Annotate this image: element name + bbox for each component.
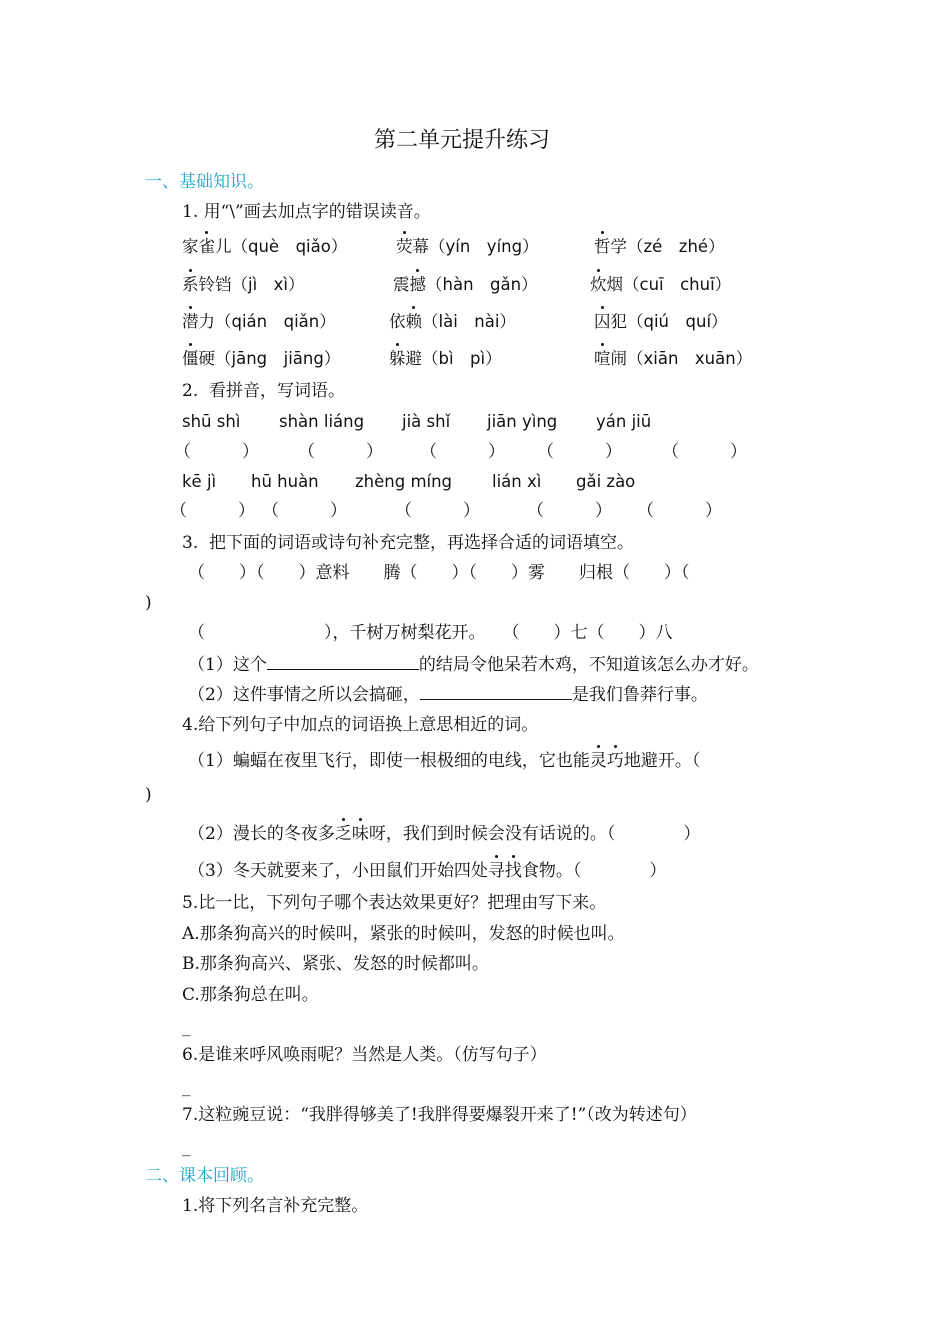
pinyin-item: zhèng míng bbox=[355, 472, 453, 491]
q1-item: 依赖（lài nài） bbox=[389, 312, 516, 331]
q4-sentence-1: （1）蝙蝠在夜里飞行，即使一根极细的电线，它也能灵巧地避开。（ bbox=[188, 751, 701, 771]
q5-option-a: A.那条狗高兴的时候叫，紧张的时候叫，发怒的时候也叫。 bbox=[182, 924, 625, 944]
answer-blank[interactable]: （ ） bbox=[170, 501, 255, 521]
answer-blank[interactable]: （ ） bbox=[420, 442, 505, 462]
q1-prompt: 1. 用“\”画去加点字的错误读音。 bbox=[182, 202, 431, 222]
q5-answer-line[interactable]: _ bbox=[182, 1017, 191, 1037]
q6-answer-line[interactable]: _ bbox=[182, 1077, 191, 1097]
pinyin-item: kē jì bbox=[182, 472, 217, 491]
section-1-heading: 一、基础知识。 bbox=[145, 172, 264, 192]
q1-item: 躲避（bì pì） bbox=[389, 349, 502, 368]
q3-idioms-line[interactable]: （ ）（ ）意料 腾（ ）（ ）雾 归根（ ）（ bbox=[188, 563, 690, 583]
fill-blank[interactable] bbox=[420, 683, 572, 700]
q1-item: 炊烟（cuī chuī） bbox=[590, 275, 732, 294]
answer-blank[interactable]: （ ） bbox=[298, 442, 383, 462]
pinyin-item: jià shǐ bbox=[402, 412, 451, 431]
q2-prompt: 2. 看拼音，写词语。 bbox=[182, 381, 346, 401]
q3-prompt: 3. 把下面的词语或诗句补充完整，再选择合适的词语填空。 bbox=[182, 533, 635, 553]
q4-sentence-2: （2）漫长的冬夜多乏味呀，我们到时候会没有话说的。（ ） bbox=[188, 824, 701, 844]
answer-blank[interactable]: （ ） bbox=[174, 442, 259, 462]
q1-item: 潜力（qián qiǎn） bbox=[182, 312, 336, 331]
q1-item: 喧闹（xiān xuān） bbox=[594, 349, 753, 368]
pinyin-item: shàn liáng bbox=[279, 412, 365, 431]
q5-option-b: B.那条狗高兴、紧张、发怒的时候都叫。 bbox=[182, 954, 489, 974]
page-title: 第二单元提升练习 bbox=[374, 128, 551, 153]
q1-item: 系铃铛（jì xì） bbox=[182, 275, 305, 294]
answer-blank[interactable]: （ ） bbox=[662, 442, 747, 462]
q3-idioms-line-end: ) bbox=[145, 593, 152, 613]
q5-option-c: C.那条狗总在叫。 bbox=[182, 985, 319, 1005]
q4-sentence-3: （3）冬天就要来了，小田鼠们开始四处寻找食物。（ ） bbox=[188, 861, 667, 881]
q1-item: 震撼（hàn gǎn） bbox=[393, 275, 538, 294]
q7-answer-line[interactable]: _ bbox=[182, 1137, 191, 1157]
answer-blank[interactable]: （ ） bbox=[527, 501, 612, 521]
q1-item: 囚犯（qiú quí） bbox=[594, 312, 728, 331]
pinyin-item: hū huàn bbox=[251, 472, 319, 491]
q3-sentence-1: （1）这个 的结局令他呆若木鸡，不知道该怎么办才好。 bbox=[188, 655, 759, 675]
q4-prompt: 4.给下列句子中加点的词语换上意思相近的词。 bbox=[182, 715, 539, 735]
q3-poem-line[interactable]: （ ），千树万树梨花开。 （ ）七（ ）八 bbox=[188, 623, 673, 643]
q6-prompt: 6.是谁来呼风唤雨呢？当然是人类。（仿写句子） bbox=[182, 1045, 547, 1065]
q5-prompt: 5.比一比，下列句子哪个表达效果更好？把理由写下来。 bbox=[182, 893, 607, 913]
answer-blank[interactable]: （ ） bbox=[395, 501, 480, 521]
pinyin-item: shū shì bbox=[182, 412, 241, 431]
section-2-q1-prompt: 1.将下列名言补充完整。 bbox=[182, 1196, 369, 1216]
q1-item: 荧幕（yín yíng） bbox=[396, 237, 539, 256]
pinyin-item: yán jiū bbox=[596, 412, 652, 431]
answer-blank[interactable]: （ ） bbox=[537, 442, 622, 462]
q1-item: 僵硬（jāng jiāng） bbox=[182, 349, 341, 368]
answer-blank[interactable]: （ ） bbox=[637, 501, 722, 521]
q1-item: 家雀儿（què qiǎo） bbox=[182, 237, 348, 256]
q3-sentence-2: （2）这件事情之所以会搞砸， 是我们鲁莽行事。 bbox=[188, 685, 708, 705]
q1-item: 哲学（zé zhé） bbox=[594, 237, 725, 256]
answer-blank[interactable]: （ ） bbox=[262, 501, 347, 521]
pinyin-item: jiān yìng bbox=[487, 412, 558, 431]
pinyin-item: gǎi zào bbox=[576, 472, 636, 491]
pinyin-item: lián xì bbox=[492, 472, 542, 491]
q4-sentence-1-end: ) bbox=[145, 785, 152, 805]
section-2-heading: 二、课本回顾。 bbox=[145, 1166, 264, 1186]
q7-prompt: 7.这粒豌豆说：“我胖得够美了!我胖得要爆裂开来了!”（改为转述句） bbox=[182, 1105, 697, 1125]
fill-blank[interactable] bbox=[267, 653, 419, 670]
